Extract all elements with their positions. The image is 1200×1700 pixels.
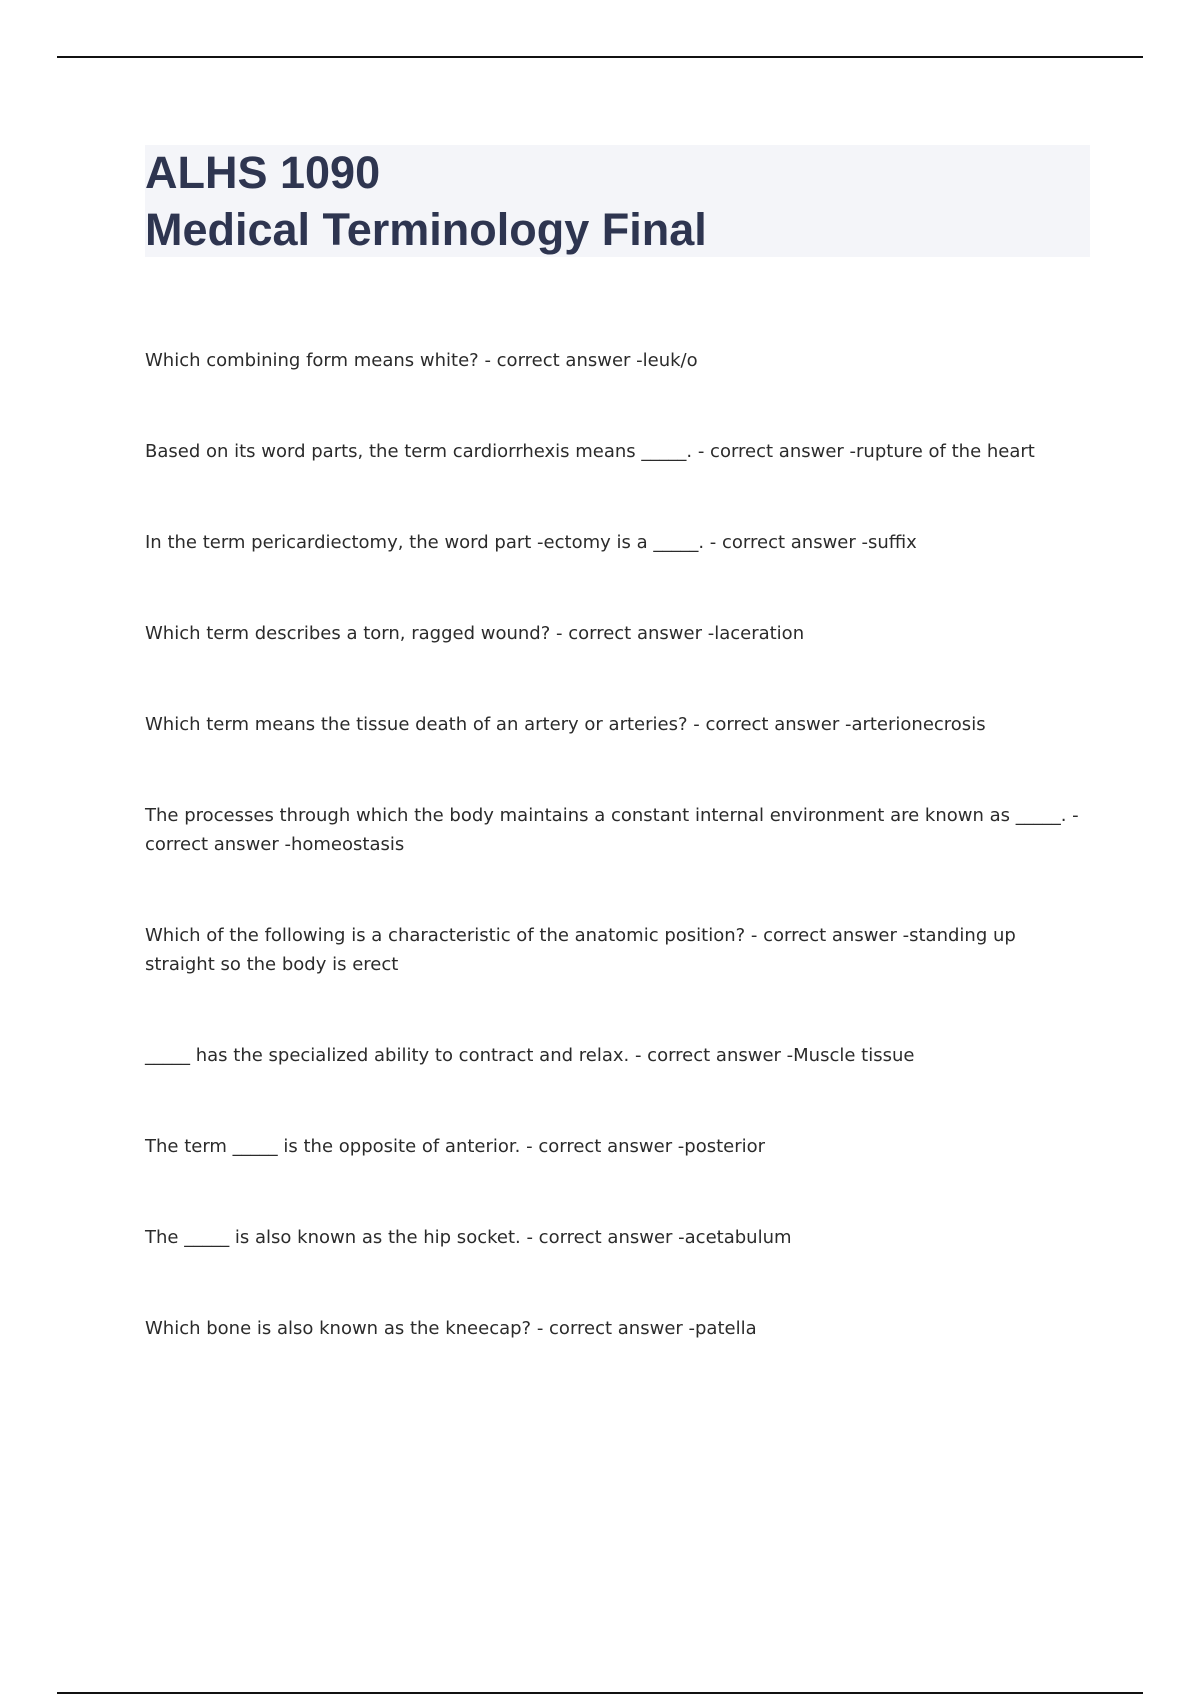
- bottom-rule: [57, 1692, 1143, 1694]
- qa-item-6: The processes through which the body maintains a constant internal environment are known as _____. - correct answer -homeostasis: [145, 805, 1079, 855]
- document-code: ALHS 1090: [145, 147, 381, 198]
- qa-item-7: Which of the following is a characteristic of the anatomic position? - correct answer -standing up straight so the body is erect: [145, 925, 1016, 975]
- qa-item-4: Which term describes a torn, ragged wound? - correct answer -laceration: [145, 623, 805, 644]
- qa-item-9: The term _____ is the opposite of anterior. - correct answer -posterior: [145, 1136, 766, 1157]
- document-title: Medical Terminology Final: [145, 204, 707, 255]
- qa-item-1: Which combining form means white? - correct answer -leuk/o: [145, 350, 698, 371]
- qa-item-8: _____ has the specialized ability to contract and relax. - correct answer -Muscle tissue: [145, 1045, 915, 1066]
- qa-item-2: Based on its word parts, the term cardiorrhexis means _____. - correct answer -rupture of the heart: [145, 441, 1035, 462]
- qa-item-5: Which term means the tissue death of an artery or arteries? - correct answer -arterionecrosis: [145, 714, 986, 735]
- qa-item-11: Which bone is also known as the kneecap? - correct answer -patella: [145, 1318, 757, 1339]
- top-rule: [57, 56, 1143, 58]
- qa-item-3: In the term pericardiectomy, the word part -ectomy is a _____. - correct answer -suffix: [145, 532, 917, 553]
- qa-item-10: The _____ is also known as the hip socket. - correct answer -acetabulum: [145, 1227, 792, 1248]
